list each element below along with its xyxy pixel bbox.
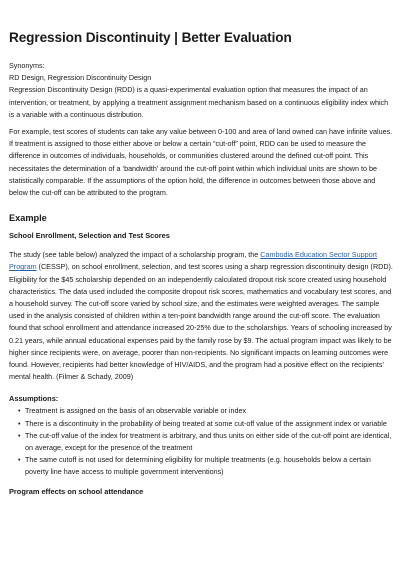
- assumptions-heading: Assumptions:: [9, 394, 59, 404]
- example-subheading: School Enrollment, Selection and Test Scores: [9, 231, 170, 241]
- example-text-before-link: The study (see table below) analyzed the impact of a scholarship program, the: [9, 250, 261, 260]
- list-item: • The cut-off value of the index for treatment is arbitrary, and thus units on either side of the cut-off point are identical, on average, except for the presence of the treatment: [18, 430, 395, 454]
- example-study-paragraph: [9, 249, 395, 383]
- page-title: Regression Discontinuity | Better Evaluation: [9, 30, 292, 45]
- intro-paragraph: Regression Discontinuity Design (RDD) is a quasi-experimental evaluation option that measures the impact of an intervention, or treatment, by applying a treatment assignment mechanism based on a continuous eligibility index which is a variable with a continuous distribution.: [9, 85, 389, 119]
- synonyms-value: RD Design, Regression Discontinuity Design: [9, 73, 152, 83]
- synonyms-label: Synonyms:: [9, 61, 45, 70]
- example-text-after-link: (CESSP), on school enrollment, selection, and test scores using a sharp regression discontinuity design (RDD). Eligibility for the $45 scholarship depended on an independently calculated dropout risk score created using household characteristics. The data used included the composite dropout risk scores, mathematics and vocabulary test scores, and a household survey. The cut-off score varied by school size, and the estimates were weighted averages. The sample used in the analysis consisted of children within a ten-point bandwidth range around the cut-off score. The evaluation found that school enrollment and attendance increased 20-25% due to the scholarships. Years of schooling increased by 0.21 years, while annual educational expenses paid by the family rose by $9. The actual program impact was likely to be higher since recipients were, on average, poorer than non-recipients. No significant impacts on learning outcomes were found. However, recipients had better knowledge of HIV/AIDS, and the program had a positive effect on the recipients’ mental health. (Filmer & Schady, 2009): [9, 262, 393, 382]
- cessp-link[interactable]: Cambodia Education Sector Support Program: [9, 250, 377, 272]
- list-item: • Treatment is assigned on the basis of an observable variable or index: [18, 405, 395, 417]
- list-item: • The same cutoff is not used for determining eligibility for multiple treatments (e.g. households below a certain poverty line have access to multiple government interventions): [18, 454, 395, 478]
- list-item: • There is a discontinuity in the probability of being treated at some cut-off value of the assignment index or variable: [18, 418, 395, 430]
- example-heading: Example: [9, 213, 47, 224]
- assumptions-list: [9, 405, 395, 478]
- example-explanation-paragraph: For example, test scores of students can take any value between 0-100 and area of land owned can have infinite values. If treatment is assigned to those either above or below a certain “cut-off” point, RDD can be used to measure the difference in outcomes of individuals, households, or communities clustered around the defined cut-off point. This necessitates the determination of a ‘bandwidth’ around the cut-off point within which individual units are shown to be statistically comparable. If the assumptions of the option hold, the difference in outcomes between those above and below the cut-off can be attributed to the program.: [9, 127, 393, 198]
- program-effects-heading: Program effects on school attendance: [9, 486, 144, 496]
